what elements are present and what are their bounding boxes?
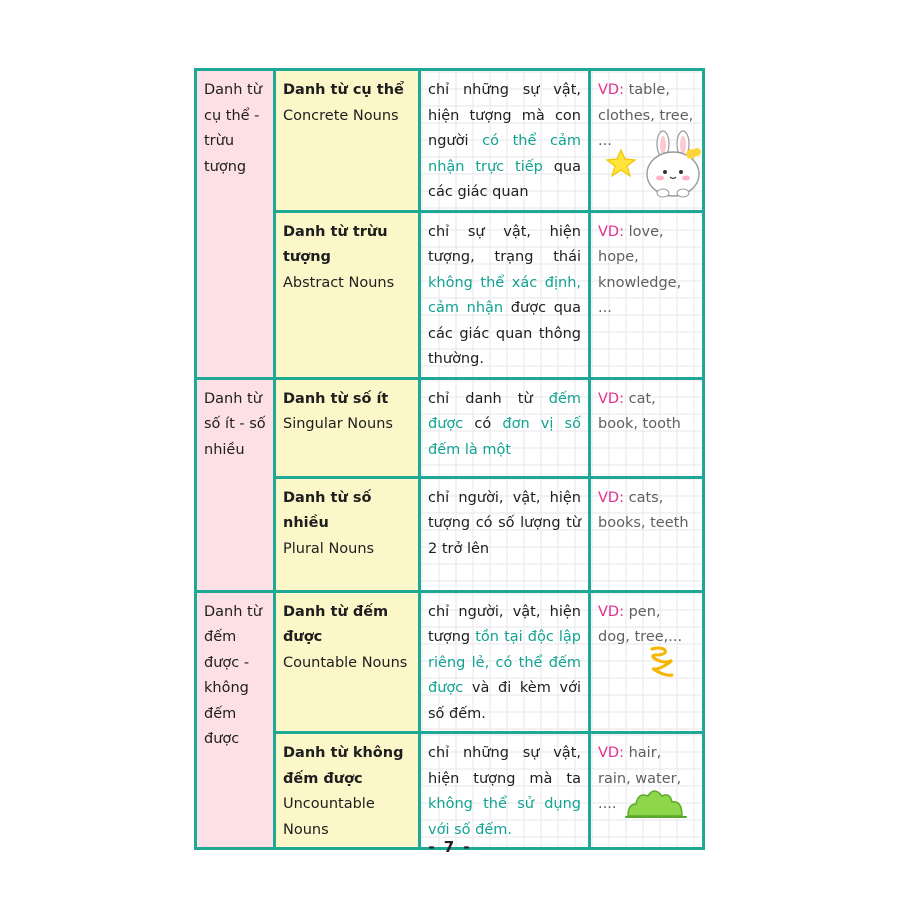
definition-text: chỉ người, vật, hiện tượng có số lượng từ 2 trở lên [428,489,581,557]
example-text: cats, books, teeth [598,489,689,531]
definition-cell [420,70,590,212]
example-text: table, clothes, tree, ... [598,82,694,149]
definition-highlight: tồn tại độc lập riêng lẻ, có thể đếm được [428,629,582,696]
example-text: love, hope, knowledge, ... [598,223,682,316]
term-vi: Danh từ không đếm được [283,745,404,787]
definition-highlight: không thể xác định, cảm nhận [428,274,581,316]
table-row [196,591,704,733]
definition-highlight: không thể sử dụng với số đếm. [428,796,581,838]
definition-highlight: có thể cảm nhận trực tiếp [428,133,582,175]
definition-cell [420,378,590,477]
term-vi: Danh từ đếm được [283,603,389,645]
term-vi: Danh từ số nhiều [283,489,372,531]
page-number: - 7 - [428,838,472,856]
squiggle-icon [648,643,678,679]
vd-label: VD: [598,745,624,761]
category-cell [196,378,275,591]
definition-text: chỉ danh từ [428,390,549,407]
definition-text: chỉ người, vật, hiện tượng [428,603,581,645]
definition-highlight: đếm được [428,390,581,432]
example-text: pen, dog, tree,... [598,603,683,645]
term-en: Abstract Nouns [283,274,395,291]
term-cell [275,211,420,378]
term-en: Plural Nouns [283,540,375,557]
definition-cell [420,211,590,378]
example-text: cat, book, tooth [598,390,681,432]
example-cell [590,477,704,591]
definition-highlight: đơn vị số đếm là một [428,416,581,458]
definition-cell [420,591,590,733]
term-en: Uncountable Nouns [283,796,375,838]
bush-icon [624,784,690,820]
definition-cell [420,477,590,591]
term-vi: Danh từ cụ thể [283,82,404,98]
term-en: Singular Nouns [283,416,393,432]
vd-label: VD: [598,489,624,506]
category-label: Danh từ số ít - số nhiều [204,390,266,458]
term-cell [275,70,420,212]
definition-text: chỉ những sự vật, hiện tượng mà ta [428,745,581,787]
table-row [196,378,704,477]
term-en: Concrete Nouns [283,107,399,124]
term-en: Countable Nouns [283,654,408,671]
example-cell [590,378,704,477]
example-cell [590,211,704,378]
definition-text: chỉ những sự vật, hiện tượng mà con người [428,82,581,149]
vd-label: VD: [598,603,624,620]
definition-text: được qua các giác quan thông thường. [428,300,581,367]
definition-text: qua các giác quan [428,158,581,200]
vd-label: VD: [598,223,624,240]
bunny-sticker-icon [603,130,703,202]
term-cell [275,591,420,733]
example-text: hair, rain, water, .... [598,745,682,812]
vd-label: VD: [598,82,624,98]
category-cell [196,591,275,849]
definition-text: chỉ sự vật, hiện tượng, trạng thái [428,223,581,265]
definition-text: có [463,416,503,432]
term-vi: Danh từ số ít [283,390,389,407]
definition-cell [420,733,590,849]
term-vi: Danh từ trừu tượng [283,223,388,265]
example-cell [590,591,704,733]
term-cell [275,733,420,849]
term-cell [275,477,420,591]
term-cell [275,378,420,477]
category-label: Danh từ cụ thể - trừu tượng [204,82,262,175]
vd-label: VD: [598,390,624,407]
definition-text: và đi kèm với số đếm. [428,680,581,722]
category-cell [196,70,275,379]
category-label: Danh từ đếm được - không đếm được [204,603,262,747]
